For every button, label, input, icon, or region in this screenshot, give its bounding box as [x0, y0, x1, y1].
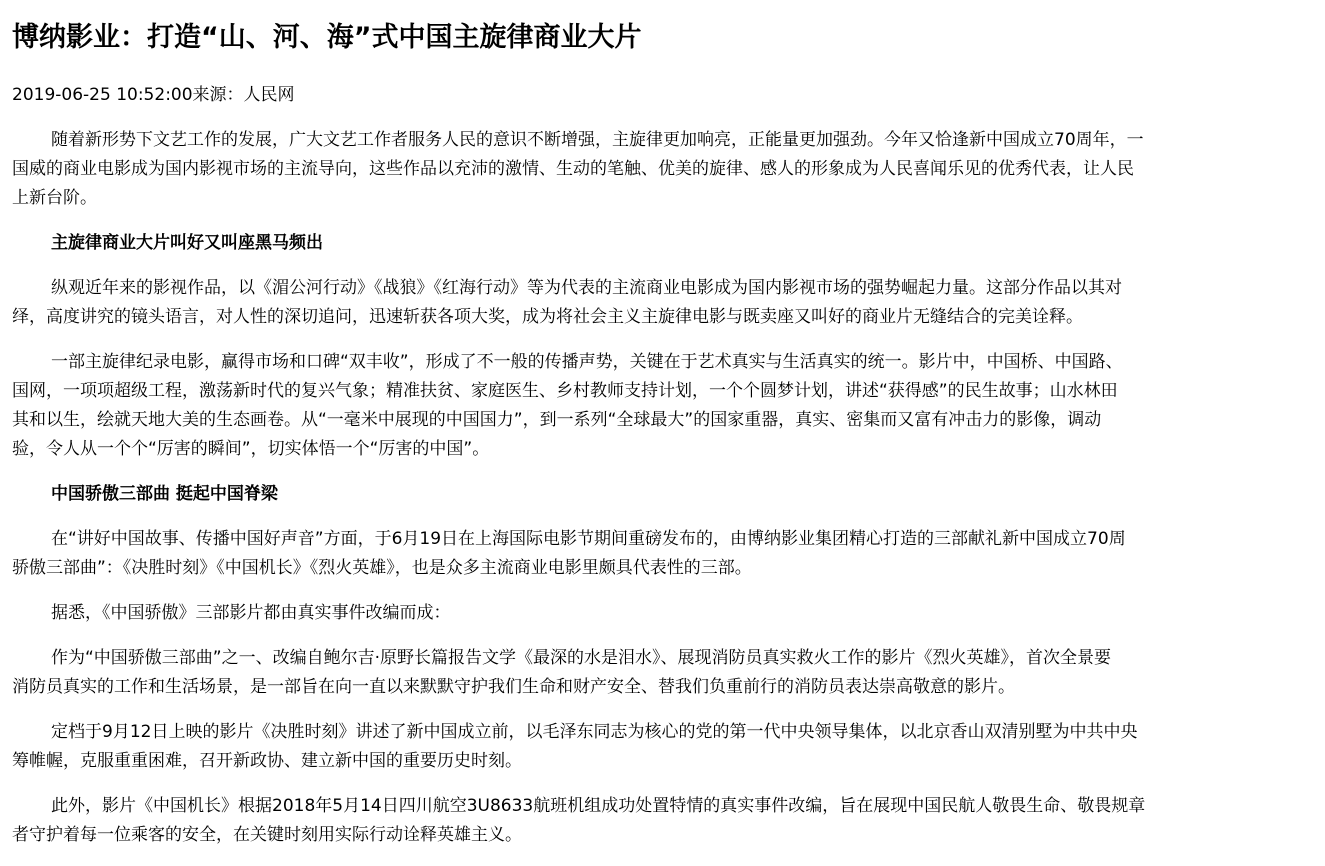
- paragraph: [12, 525, 1325, 583]
- paragraph-line: 绎，高度讲究的镜头语言，对人性的深切追问，迅速斩获各项大奖，成为将社会主义主旋律电影与既卖座又叫好的商业片无缝结合的完美诠释。: [12, 307, 1083, 327]
- paragraph: [12, 718, 1325, 776]
- paragraph-line: 一部主旋律纪录电影，赢得市场和口碑“双丰收”，形成了不一般的传播声势，关键在于艺术真实与生活真实的统一。影片中，中国桥、中国路、: [51, 352, 1123, 372]
- paragraph-line: 据悉，《中国骄傲》三部影片都由真实事件改编而成：: [51, 603, 451, 623]
- paragraph-line: 消防员真实的工作和生活场景，是一部旨在向一直以来默默守护我们生命和财产安全、替我们负重前行的消防员表达崇高敬意的影片。: [12, 677, 1015, 697]
- paragraph-line: 纵观近年来的影视作品，以《湄公河行动》《战狼》《红海行动》等为代表的主流商业电影成为国内影视市场的强势崛起力量。这部分作品以其对: [51, 278, 1122, 298]
- paragraph-line: 国网，一项项超级工程，激荡新时代的复兴气象；精准扶贫、家庭医生、乡村教师支持计划，一个个圆梦计划，讲述“获得感”的民生故事；山水林田: [12, 381, 1118, 401]
- paragraph-line: 其和以生，绘就天地大美的生态画卷。从“一毫米中展现的中国国力”，到一系列“全球最大”的国家重器，真实、密集而又富有冲击力的影像，调动: [12, 410, 1102, 430]
- paragraph-line: 此外，影片《中国机长》根据2018年5月14日四川航空3U8633航班机组成功处置特情的真实事件改编，旨在展现中国民航人敬畏生命、敬畏规章: [51, 796, 1146, 816]
- paragraph-line: 上新台阶。: [12, 188, 97, 208]
- paragraph-line: 在“讲好中国故事、传播中国好声音”方面，于6月19日在上海国际电影节期间重磅发布的，由博纳影业集团精心打造的三部献礼新中国成立70周: [51, 529, 1126, 549]
- paragraph-line: 国威的商业电影成为国内影视市场的主流导向，这些作品以充沛的激情、生动的笔触、优美的旋律、感人的形象成为人民喜闻乐见的优秀代表，让人民: [12, 159, 1134, 179]
- section-heading: 主旋律商业大片叫好又叫座黑马频出: [51, 233, 323, 253]
- paragraph-line: 骄傲三部曲”：《决胜时刻》《中国机长》《烈火英雄》，也是众多主流商业电影里颇具代表性的三部。: [12, 558, 752, 578]
- article-meta: 2019-06-25 10:52:00来源：人民网: [12, 85, 295, 105]
- paragraph: [12, 348, 1325, 464]
- paragraph-line: 定档于9月12日上映的影片《决胜时刻》讲述了新中国成立前，以毛泽东同志为核心的党的第一代中央领导集体，以北京香山双清别墅为中共中央: [51, 722, 1138, 742]
- article-title: 博纳影业：打造“山、河、海”式中国主旋律商业大片: [12, 22, 642, 53]
- paragraph: [12, 126, 1325, 213]
- paragraph: [12, 644, 1325, 702]
- section-heading: 中国骄傲三部曲 挺起中国脊梁: [51, 484, 278, 504]
- paragraph-line: 随着新形势下文艺工作的发展，广大文艺工作者服务人民的意识不断增强，主旋律更加响亮，正能量更加强劲。今年又恰逢新中国成立70周年，一: [51, 130, 1144, 150]
- paragraph-line: 筹帷幄，克服重重困难，召开新政协、建立新中国的重要历史时刻。: [12, 751, 522, 771]
- paragraph: [12, 792, 1325, 850]
- paragraph: [12, 599, 1325, 628]
- paragraph: [12, 274, 1325, 332]
- paragraph-line: 验，令人从一个个“厉害的瞬间”，切实体悟一个“厉害的中国”。: [12, 439, 490, 459]
- paragraph-line: 者守护着每一位乘客的安全，在关键时刻用实际行动诠释英雄主义。: [12, 825, 522, 845]
- article-body: [12, 126, 1325, 866]
- paragraph-line: 作为“中国骄傲三部曲”之一、改编自鲍尔吉·原野长篇报告文学《最深的水是泪水》、展现消防员真实救火工作的影片《烈火英雄》，首次全景要: [51, 648, 1112, 668]
